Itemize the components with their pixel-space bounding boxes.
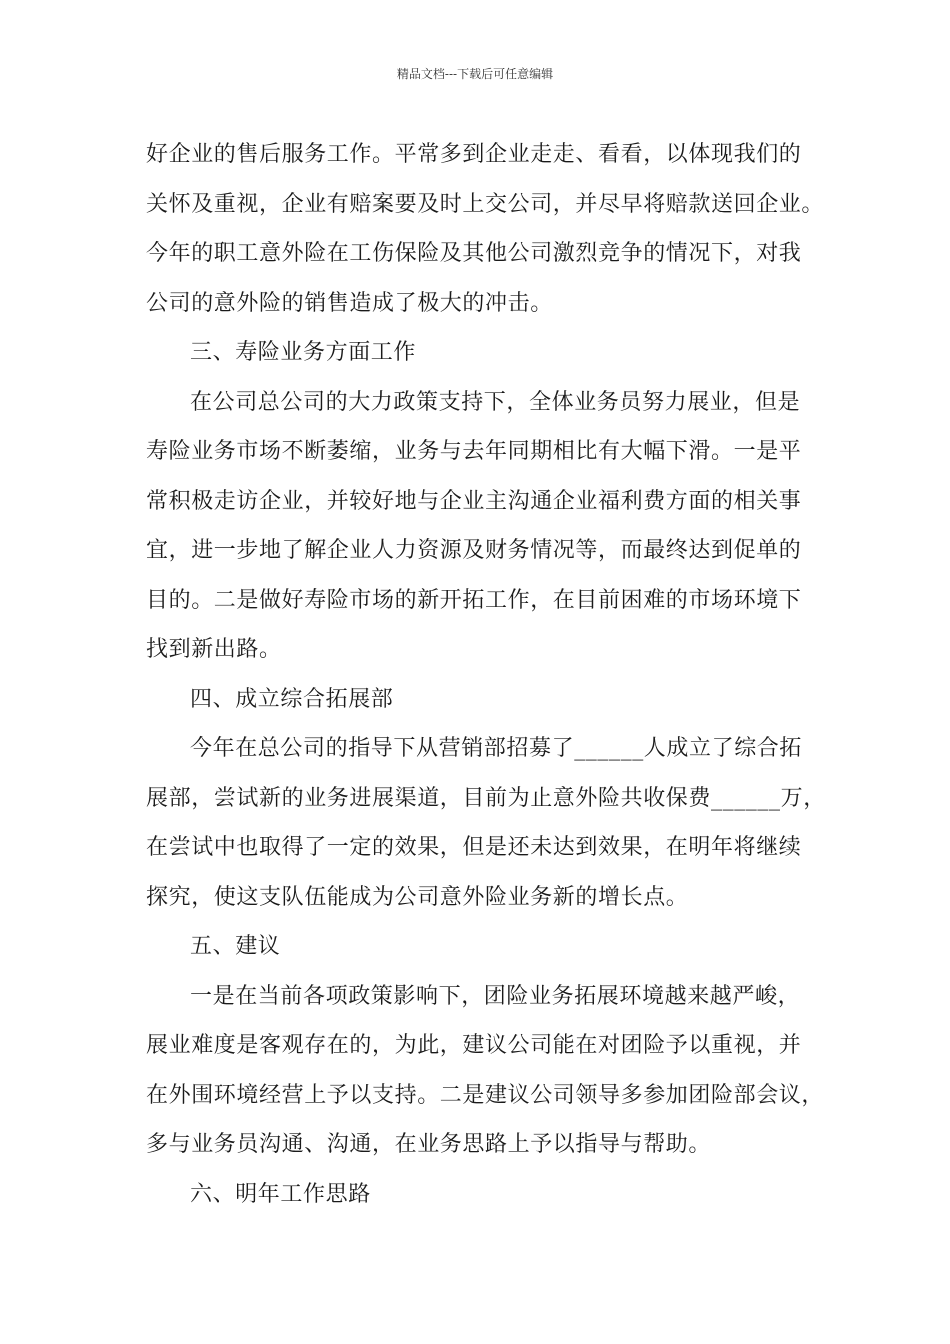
section-heading: 六、明年工作思路 bbox=[190, 1181, 371, 1207]
paragraph-first-line: 今年在总公司的指导下从营销部招募了______人成立了综合拓 bbox=[190, 736, 803, 761]
text-line: 在尝试中也取得了一定的效果，但是还未达到效果，在明年将继续 bbox=[146, 835, 802, 860]
page-header: 精品文档---下载后可任意编辑 bbox=[396, 67, 554, 81]
text-line: 展部，尝试新的业务进展渠道，目前为止意外险共收保费______万， bbox=[146, 785, 826, 811]
text-line: 今年的职工意外险在工伤保险及其他公司激烈竞争的情况下，对我 bbox=[146, 241, 802, 266]
text-line: 公司的意外险的销售造成了极大的冲击。 bbox=[146, 290, 553, 316]
text-line: 多与业务员沟通、沟通，在业务思路上予以指导与帮助。 bbox=[146, 1132, 712, 1157]
text-line: 目的。二是做好寿险市场的新开拓工作，在目前困难的市场环境下 bbox=[146, 587, 802, 613]
text-line: 常积极走访企业，并较好地与企业主沟通企业福利费方面的相关事 bbox=[146, 488, 802, 514]
document-body bbox=[146, 130, 826, 1219]
paragraph-first-line: 一是在当前各项政策影响下，团险业务拓展环境越来越严峻， bbox=[190, 983, 801, 1009]
section-heading: 五、建议 bbox=[190, 934, 281, 959]
section-heading: 四、成立综合拓展部 bbox=[190, 686, 394, 712]
text-line: 找到新出路。 bbox=[146, 637, 282, 662]
text-line: 寿险业务市场不断萎缩，业务与去年同期相比有大幅下滑。一是平 bbox=[146, 439, 802, 464]
text-line: 好企业的售后服务工作。平常多到企业走走、看看，以体现我们的 bbox=[146, 142, 802, 167]
text-line: 探究，使这支队伍能成为公司意外险业务新的增长点。 bbox=[146, 884, 689, 910]
section-heading: 三、寿险业务方面工作 bbox=[190, 340, 417, 365]
text-line: 宜，进一步地了解企业人力资源及财务情况等，而最终达到促单的 bbox=[146, 538, 802, 563]
text-line: 展业难度是客观存在的，为此，建议公司能在对团险予以重视，并 bbox=[146, 1033, 802, 1058]
paragraph-first-line: 在公司总公司的大力政策支持下，全体业务员努力展业，但是 bbox=[190, 389, 801, 415]
text-line: 在外围环境经营上予以支持。二是建议公司领导多参加团险部会议， bbox=[146, 1082, 825, 1108]
text-line: 关怀及重视，企业有赔案要及时上交公司，并尽早将赔款送回企业。 bbox=[146, 191, 825, 217]
